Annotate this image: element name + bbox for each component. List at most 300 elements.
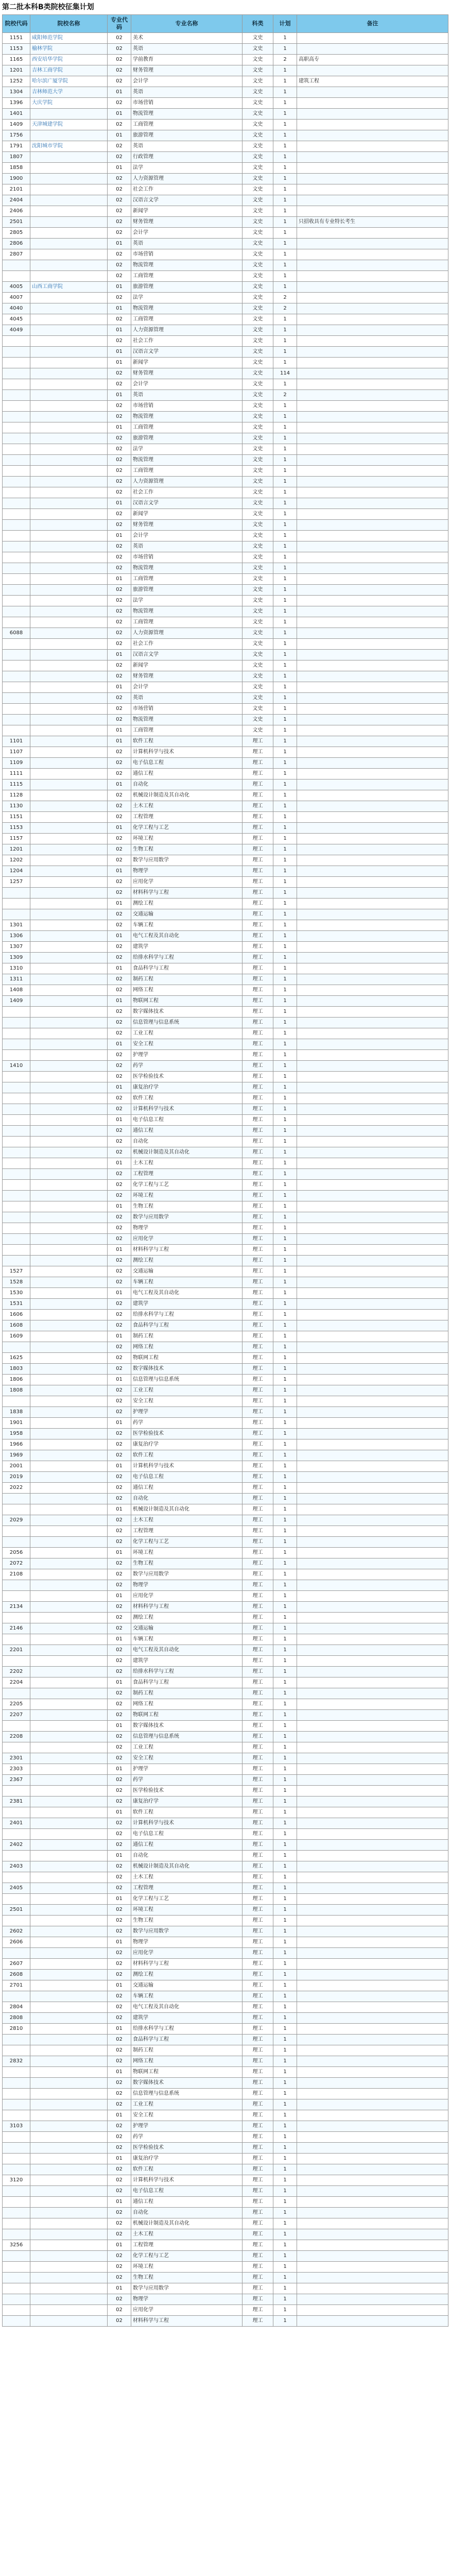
plan-count-cell: 1 [273,1039,297,1050]
school-code-cell [3,682,30,693]
subject-cell: 理工 [243,844,273,855]
remark-cell [297,109,448,120]
school-name-cell [30,1439,108,1450]
major-code-cell: 02 [108,1916,131,1926]
school-name-cell [30,953,108,963]
remark-cell [297,1656,448,1667]
major-code-cell: 02 [108,1450,131,1461]
subject-cell: 理工 [243,1364,273,1375]
major-code-cell: 01 [108,1894,131,1905]
plan-count-cell: 1 [273,899,297,909]
school-code-cell [3,1212,30,1223]
subject-cell: 理工 [243,2110,273,2121]
table-row [3,1753,448,1764]
school-code-cell [3,596,30,606]
major-code-cell: 02 [108,2078,131,2089]
subject-cell: 理工 [243,823,273,834]
school-code-cell [3,704,30,715]
remark-cell [297,87,448,98]
table-row [3,1721,448,1732]
major-code-cell: 02 [108,715,131,725]
school-code-cell [3,379,30,390]
subject-cell: 文史 [243,239,273,249]
table-row [3,812,448,823]
plan-count-cell: 1 [273,130,297,141]
plan-count-cell: 1 [273,1851,297,1861]
major-code-cell: 01 [108,963,131,974]
school-code-cell: 2207 [3,1710,30,1721]
school-code-cell [3,563,30,574]
major-name-cell: 测绘工程 [131,1256,243,1266]
major-code-cell: 02 [108,2294,131,2305]
school-code-cell [3,715,30,725]
major-name-cell: 通信工程 [131,1483,243,1494]
subject-cell: 理工 [243,2294,273,2305]
major-name-cell: 生物工程 [131,2273,243,2283]
plan-count-cell: 1 [273,282,297,293]
table-row [3,2056,448,2067]
table-row [3,1558,448,1569]
plan-count-cell: 1 [273,704,297,715]
subject-cell: 理工 [243,931,273,942]
major-name-cell: 数字媒体技术 [131,2078,243,2089]
plan-count-cell: 1 [273,141,297,152]
table-row [3,412,448,422]
subject-cell: 理工 [243,877,273,888]
remark-cell [297,520,448,531]
major-name-cell: 康复治疗学 [131,2154,243,2164]
school-code-cell: 1201 [3,844,30,855]
remark-cell [297,1450,448,1461]
table-row [3,747,448,758]
major-name-cell: 化学工程与工艺 [131,2251,243,2262]
table-row [3,801,448,812]
school-name-cell [30,2229,108,2240]
subject-cell: 理工 [243,2078,273,2089]
table-row [3,2305,448,2316]
remark-cell [297,715,448,725]
school-code-cell: 3103 [3,2121,30,2132]
major-code-cell: 02 [108,152,131,163]
major-code-cell: 02 [108,1742,131,1753]
plan-count-cell: 1 [273,1515,297,1526]
remark-cell [297,1937,448,1948]
major-name-cell: 应用化学 [131,1948,243,1959]
major-name-cell: 软件工程 [131,736,243,747]
table-row [3,2132,448,2143]
subject-cell: 理工 [243,920,273,931]
major-name-cell: 生物工程 [131,1558,243,1569]
major-name-cell: 计算机科学与技术 [131,1818,243,1829]
major-name-cell: 新闻学 [131,509,243,520]
subject-cell: 理工 [243,2089,273,2099]
table-row [3,282,448,293]
plan-count-cell: 1 [273,953,297,963]
major-name-cell: 信息管理与信息系统 [131,1018,243,1028]
subject-cell: 理工 [243,1418,273,1429]
school-name-cell [30,422,108,433]
plan-count-cell: 1 [273,747,297,758]
plan-count-cell: 1 [273,758,297,769]
subject-cell: 理工 [243,1039,273,1050]
subject-cell: 理工 [243,1472,273,1483]
subject-cell: 理工 [243,2240,273,2251]
major-code-cell: 02 [108,1050,131,1061]
remark-cell [297,1916,448,1926]
table-row [3,1959,448,1970]
school-name-cell [30,1569,108,1580]
remark-cell [297,1753,448,1764]
major-name-cell: 建筑学 [131,942,243,953]
remark-cell [297,1472,448,1483]
major-code-cell: 02 [108,1710,131,1721]
school-code-cell: 2022 [3,1483,30,1494]
remark-cell [297,834,448,844]
school-code-cell: 1101 [3,736,30,747]
remark-cell [297,1818,448,1829]
plan-count-cell: 1 [273,715,297,725]
school-name-cell [30,487,108,498]
school-code-cell: 2146 [3,1623,30,1634]
school-name-cell [30,1656,108,1667]
school-code-cell: 1409 [3,996,30,1007]
major-name-cell: 社会工作 [131,639,243,650]
major-name-cell: 环境工程 [131,2262,243,2273]
subject-cell: 理工 [243,1634,273,1645]
remark-cell [297,736,448,747]
major-code-cell: 01 [108,1807,131,1818]
table-row [3,844,448,855]
table-row [3,2186,448,2197]
major-code-cell: 02 [108,1905,131,1916]
table-row [3,1212,448,1223]
school-name-cell [30,563,108,574]
remark-cell: 建筑工程 [297,76,448,87]
school-name-cell [30,574,108,585]
major-name-cell: 电气工程及其自动化 [131,2002,243,2013]
plan-count-cell: 1 [273,877,297,888]
plan-count-cell: 1 [273,1634,297,1645]
major-name-cell: 工商管理 [131,120,243,130]
school-name-cell [30,931,108,942]
school-code-cell [3,541,30,552]
school-name-cell [30,1721,108,1732]
table-row [3,1688,448,1699]
major-name-cell: 工商管理 [131,314,243,325]
major-name-cell: 交通运输 [131,1623,243,1634]
plan-count-cell: 1 [273,812,297,823]
subject-cell: 理工 [243,1158,273,1169]
remark-cell [297,1256,448,1266]
major-name-cell: 应用化学 [131,1234,243,1245]
major-name-cell: 计算机科学与技术 [131,2175,243,2186]
remark-cell [297,1180,448,1191]
plan-count-cell: 1 [273,433,297,444]
school-name-cell [30,1970,108,1980]
subject-cell: 理工 [243,888,273,899]
subject-cell: 理工 [243,1537,273,1548]
school-code-cell: 2401 [3,1818,30,1829]
major-name-cell: 美术 [131,33,243,44]
subject-cell: 理工 [243,2273,273,2283]
school-name-cell [30,779,108,790]
school-name-cell [30,1937,108,1948]
table-row [3,1093,448,1104]
major-code-cell: 02 [108,920,131,931]
subject-cell: 文史 [243,195,273,206]
major-code-cell: 02 [108,444,131,455]
subject-cell: 理工 [243,1970,273,1980]
remark-cell [297,1732,448,1742]
subject-cell: 文史 [243,217,273,228]
major-name-cell: 旅游管理 [131,585,243,596]
plan-count-cell: 1 [273,2154,297,2164]
subject-cell: 文史 [243,282,273,293]
major-name-cell: 给排水科学与工程 [131,953,243,963]
plan-count-cell: 1 [273,574,297,585]
major-name-cell: 数学与应用数学 [131,1926,243,1937]
major-name-cell: 电气工程及其自动化 [131,931,243,942]
school-name-cell [30,1677,108,1688]
remark-cell [297,942,448,953]
school-name-cell [30,1537,108,1548]
subject-cell: 理工 [243,1494,273,1504]
table-row [3,1840,448,1851]
school-name-cell [30,2143,108,2154]
major-code-cell: 02 [108,747,131,758]
table-row [3,1331,448,1342]
major-name-cell: 应用化学 [131,877,243,888]
major-code-cell: 02 [108,1256,131,1266]
remark-cell [297,1807,448,1818]
major-name-cell: 生物工程 [131,1916,243,1926]
major-code-cell: 01 [108,358,131,368]
major-name-cell: 会计学 [131,76,243,87]
major-name-cell: 汉语言文学 [131,195,243,206]
table-row [3,379,448,390]
school-name-cell [30,2056,108,2067]
subject-cell: 理工 [243,1147,273,1158]
plan-count-cell: 1 [273,1385,297,1396]
school-name-cell: 大庆学院 [30,98,108,109]
plan-count-cell: 1 [273,1861,297,1872]
plan-count-cell: 1 [273,2186,297,2197]
school-code-cell [3,509,30,520]
school-name-cell [30,1050,108,1061]
table-row [3,1580,448,1591]
school-code-cell [3,520,30,531]
major-code-cell: 01 [108,282,131,293]
subject-cell: 理工 [243,1883,273,1894]
plan-count-cell: 1 [273,823,297,834]
school-code-cell: 1204 [3,866,30,877]
school-name-cell [30,2002,108,2013]
table-row [3,2013,448,2024]
table-row [3,1548,448,1558]
school-name-cell [30,1061,108,1072]
school-code-cell: 2602 [3,1926,30,1937]
school-code-cell [3,650,30,660]
subject-cell: 理工 [243,1180,273,1191]
remark-cell [297,1061,448,1072]
plan-count-cell: 1 [273,152,297,163]
remark-cell [297,1201,448,1212]
major-name-cell: 新闻学 [131,660,243,671]
major-name-cell: 财务管理 [131,65,243,76]
school-code-cell: 2367 [3,1775,30,1786]
school-name-cell [30,2132,108,2143]
plan-count-cell: 1 [273,1050,297,1061]
major-name-cell: 软件工程 [131,1807,243,1818]
plan-count-cell: 1 [273,2273,297,2283]
school-code-cell: 1838 [3,1407,30,1418]
major-name-cell: 软件工程 [131,1450,243,1461]
school-code-cell [3,1396,30,1407]
major-name-cell: 工商管理 [131,466,243,477]
subject-cell: 理工 [243,1515,273,1526]
remark-cell [297,271,448,282]
remark-cell: 只招收具有专业特长考生 [297,217,448,228]
school-name-cell [30,455,108,466]
major-code-cell: 02 [108,1385,131,1396]
school-name-cell [30,596,108,606]
major-code-cell: 02 [108,974,131,985]
subject-cell: 理工 [243,1797,273,1807]
major-name-cell: 数学与应用数学 [131,855,243,866]
table-row [3,1937,448,1948]
remark-cell [297,1742,448,1753]
major-name-cell: 软件工程 [131,2164,243,2175]
subject-cell: 理工 [243,2121,273,2132]
table-row [3,2121,448,2132]
plan-count-cell: 1 [273,1840,297,1851]
table-row [3,1883,448,1894]
school-code-cell [3,1191,30,1201]
school-code-cell [3,2229,30,2240]
school-code-cell [3,2305,30,2316]
plan-count-cell: 1 [273,639,297,650]
school-code-cell: 6088 [3,628,30,639]
subject-cell: 理工 [243,1191,273,1201]
plan-count-cell: 1 [273,184,297,195]
major-code-cell: 01 [108,163,131,174]
major-name-cell: 化学工程与工艺 [131,823,243,834]
major-code-cell: 02 [108,249,131,260]
remark-cell [297,1721,448,1732]
major-name-cell: 机械设计制造及其自动化 [131,1147,243,1158]
school-name-cell [30,1375,108,1385]
plan-count-cell: 1 [273,628,297,639]
major-code-cell: 02 [108,2035,131,2045]
major-name-cell: 医学检验技术 [131,1786,243,1797]
major-code-cell: 02 [108,2186,131,2197]
major-code-cell: 02 [108,1613,131,1623]
major-name-cell: 社会工作 [131,336,243,347]
remark-cell [297,2208,448,2218]
school-name-cell [30,650,108,660]
table-row [3,498,448,509]
school-code-cell: 2072 [3,1558,30,1569]
subject-cell: 文史 [243,617,273,628]
major-code-cell: 02 [108,2013,131,2024]
subject-cell: 理工 [243,1483,273,1494]
school-name-cell [30,1558,108,1569]
plan-count-cell: 1 [273,888,297,899]
major-name-cell: 安全工程 [131,1396,243,1407]
table-row [3,1072,448,1082]
major-code-cell: 02 [108,1970,131,1980]
school-code-cell: 1310 [3,963,30,974]
plan-count-cell: 1 [273,1115,297,1126]
major-code-cell: 02 [108,801,131,812]
major-name-cell: 材料科学与工程 [131,1959,243,1970]
major-code-cell: 02 [108,1688,131,1699]
major-name-cell: 工程管理 [131,1169,243,1180]
remark-cell [297,2251,448,2262]
plan-count-cell: 1 [273,336,297,347]
major-name-cell: 安全工程 [131,1753,243,1764]
school-name-cell [30,1591,108,1602]
remark-cell [297,1115,448,1126]
school-name-cell [30,2089,108,2099]
major-code-cell: 02 [108,2056,131,2067]
plan-count-cell: 1 [273,552,297,563]
school-code-cell [3,552,30,563]
subject-cell: 理工 [243,2186,273,2197]
remark-cell [297,1429,448,1439]
remark-cell [297,130,448,141]
major-code-cell: 02 [108,1364,131,1375]
plan-count-cell: 1 [273,2078,297,2089]
major-name-cell: 自动化 [131,2208,243,2218]
table-row [3,130,448,141]
plan-count-cell: 1 [273,1526,297,1537]
major-code-cell: 02 [108,585,131,596]
remark-cell [297,585,448,596]
table-row [3,931,448,942]
school-name-cell [30,1515,108,1526]
remark-cell [297,44,448,55]
table-row [3,1872,448,1883]
plan-count-cell: 1 [273,920,297,931]
remark-cell [297,422,448,433]
plan-count-cell: 1 [273,2143,297,2154]
major-name-cell: 土木工程 [131,801,243,812]
school-code-cell: 2406 [3,206,30,217]
school-code-cell [3,693,30,704]
plan-count-cell: 1 [273,2251,297,2262]
school-code-cell: 1901 [3,1418,30,1429]
school-code-cell: 1311 [3,974,30,985]
major-name-cell: 建筑学 [131,1299,243,1310]
major-code-cell: 02 [108,2218,131,2229]
major-name-cell: 通信工程 [131,1840,243,1851]
school-name-cell [30,2078,108,2089]
school-code-cell: 1151 [3,33,30,44]
school-code-cell [3,2164,30,2175]
major-name-cell: 车辆工程 [131,1991,243,2002]
school-name-cell [30,736,108,747]
school-code-cell [3,1137,30,1147]
school-name-cell [30,195,108,206]
table-row [3,617,448,628]
table-row [3,228,448,239]
remark-cell [297,1591,448,1602]
school-name-cell [30,379,108,390]
plan-count-cell: 2 [273,55,297,65]
remark-cell [297,1526,448,1537]
remark-cell [297,2218,448,2229]
